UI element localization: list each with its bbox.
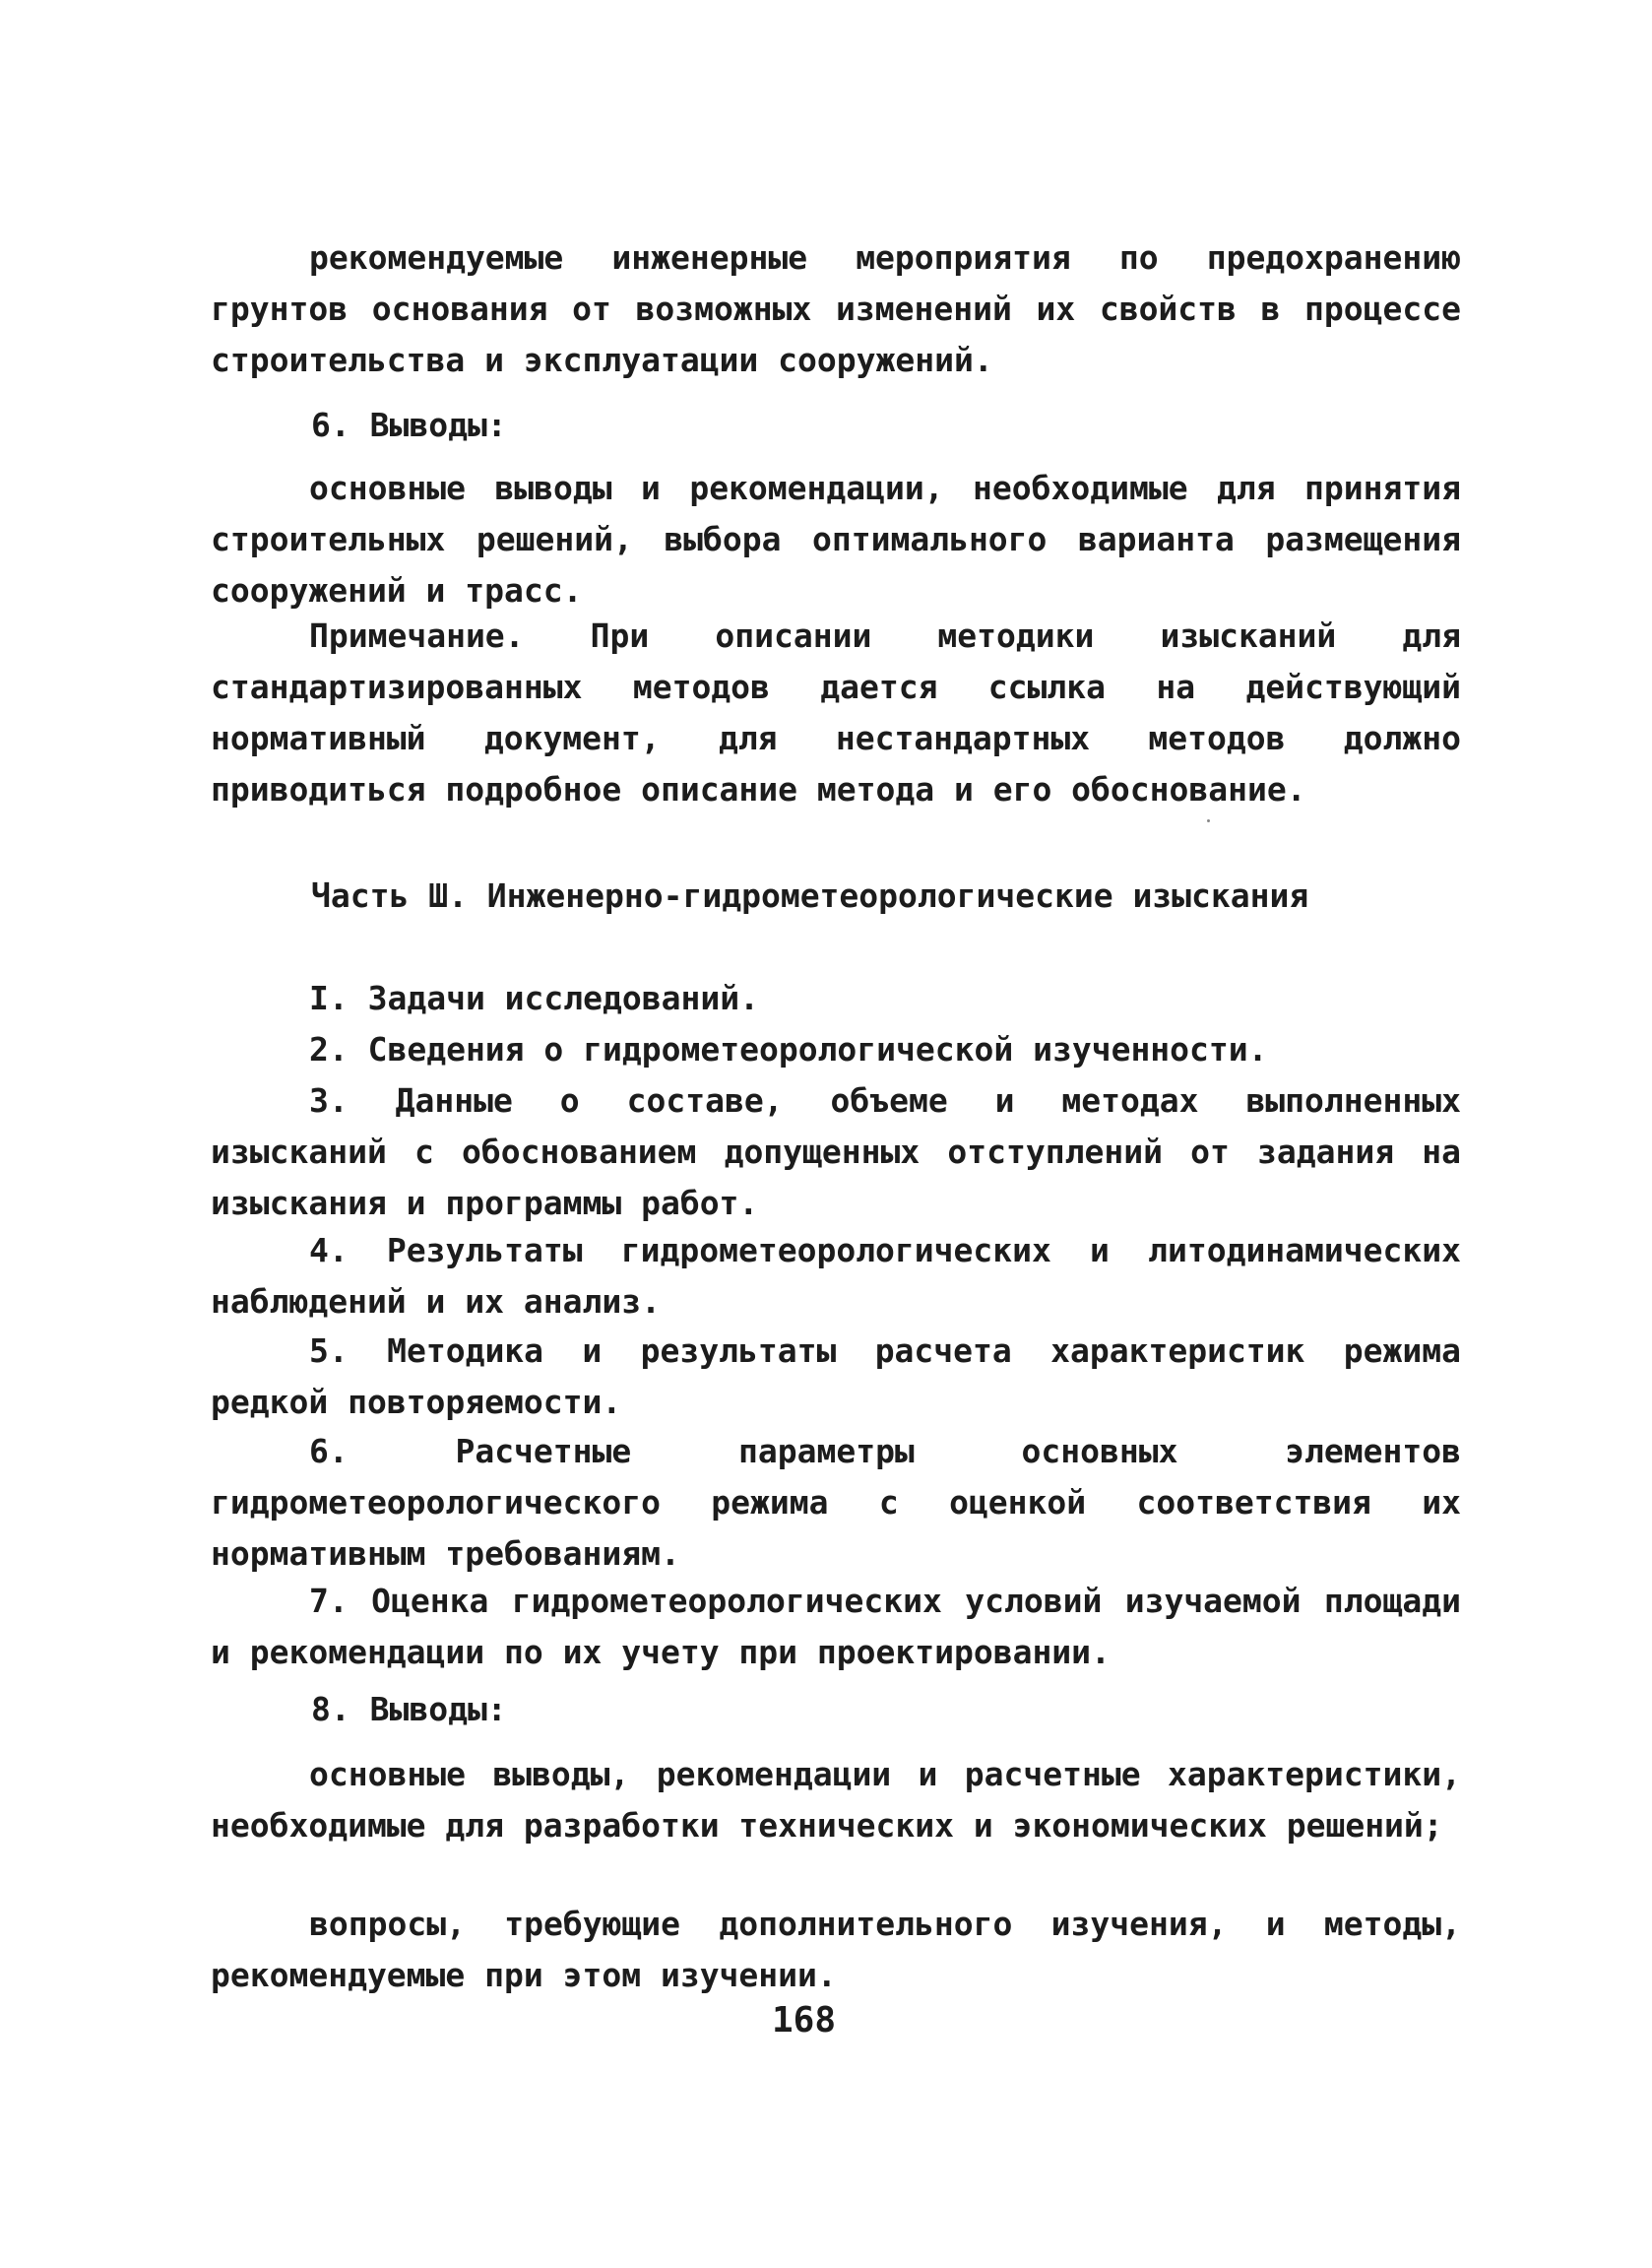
list-item-6: 6. Расчетные параметры основных элементов гидрометеорологического режима с оценкой соответствия их нормативным требованиям. bbox=[211, 1432, 1461, 1573]
paragraph-engineering-measures: рекомендуемые инженерные мероприятия по предохранению грунтов основания от возможных изменений их свойств в процессе строительства и эксплуатации сооружений. bbox=[211, 238, 1461, 379]
paragraph-further-study: вопросы, требующие дополнительного изучения, и методы, рекомендуемые при этом изучении. bbox=[211, 1905, 1461, 1994]
list-item-4: 4. Результаты гидрометеорологических и литодинамических наблюдений и их анализ. bbox=[211, 1231, 1461, 1321]
paragraph-note: Примечание. При описании методики изысканий для стандартизированных методов дается ссылка на действующий нормативный документ, для нестандартных методов должно приводиться подробное описание метода и его обоснование. bbox=[211, 616, 1461, 809]
paragraph-main-conclusions: основные выводы и рекомендации, необходимые для принятия строительных решений, выбора оптимального варианта размещения сооружений и трасс. bbox=[211, 469, 1461, 610]
section-heading-conclusions-6: 6. Выводы: bbox=[311, 406, 507, 444]
list-item-1: I. Задачи исследований. bbox=[309, 979, 759, 1017]
list-item-7: 7. Оценка гидрометеорологических условий изучаемой площади и рекомендации по их учету при проектировании. bbox=[211, 1582, 1461, 1671]
paragraph-recommendations: основные выводы, рекомендации и расчетные характеристики, необходимые для разработки технических и экономических решений; bbox=[211, 1755, 1461, 1845]
scan-speck bbox=[1207, 819, 1210, 822]
part-title: Часть Ш. Инженерно-гидрометеорологические изыскания bbox=[311, 876, 1309, 915]
section-heading-conclusions-8: 8. Выводы: bbox=[311, 1690, 507, 1728]
list-item-5: 5. Методика и результаты расчета характеристик режима редкой повторяемости. bbox=[211, 1331, 1461, 1421]
list-item-3: 3. Данные о составе, объеме и методах выполненных изысканий с обоснованием допущенных отступлений от задания на изыскания и программы работ. bbox=[211, 1081, 1461, 1222]
list-item-2: 2. Сведения о гидрометеорологической изученности. bbox=[309, 1030, 1268, 1069]
page-number: 168 bbox=[772, 2000, 837, 2041]
